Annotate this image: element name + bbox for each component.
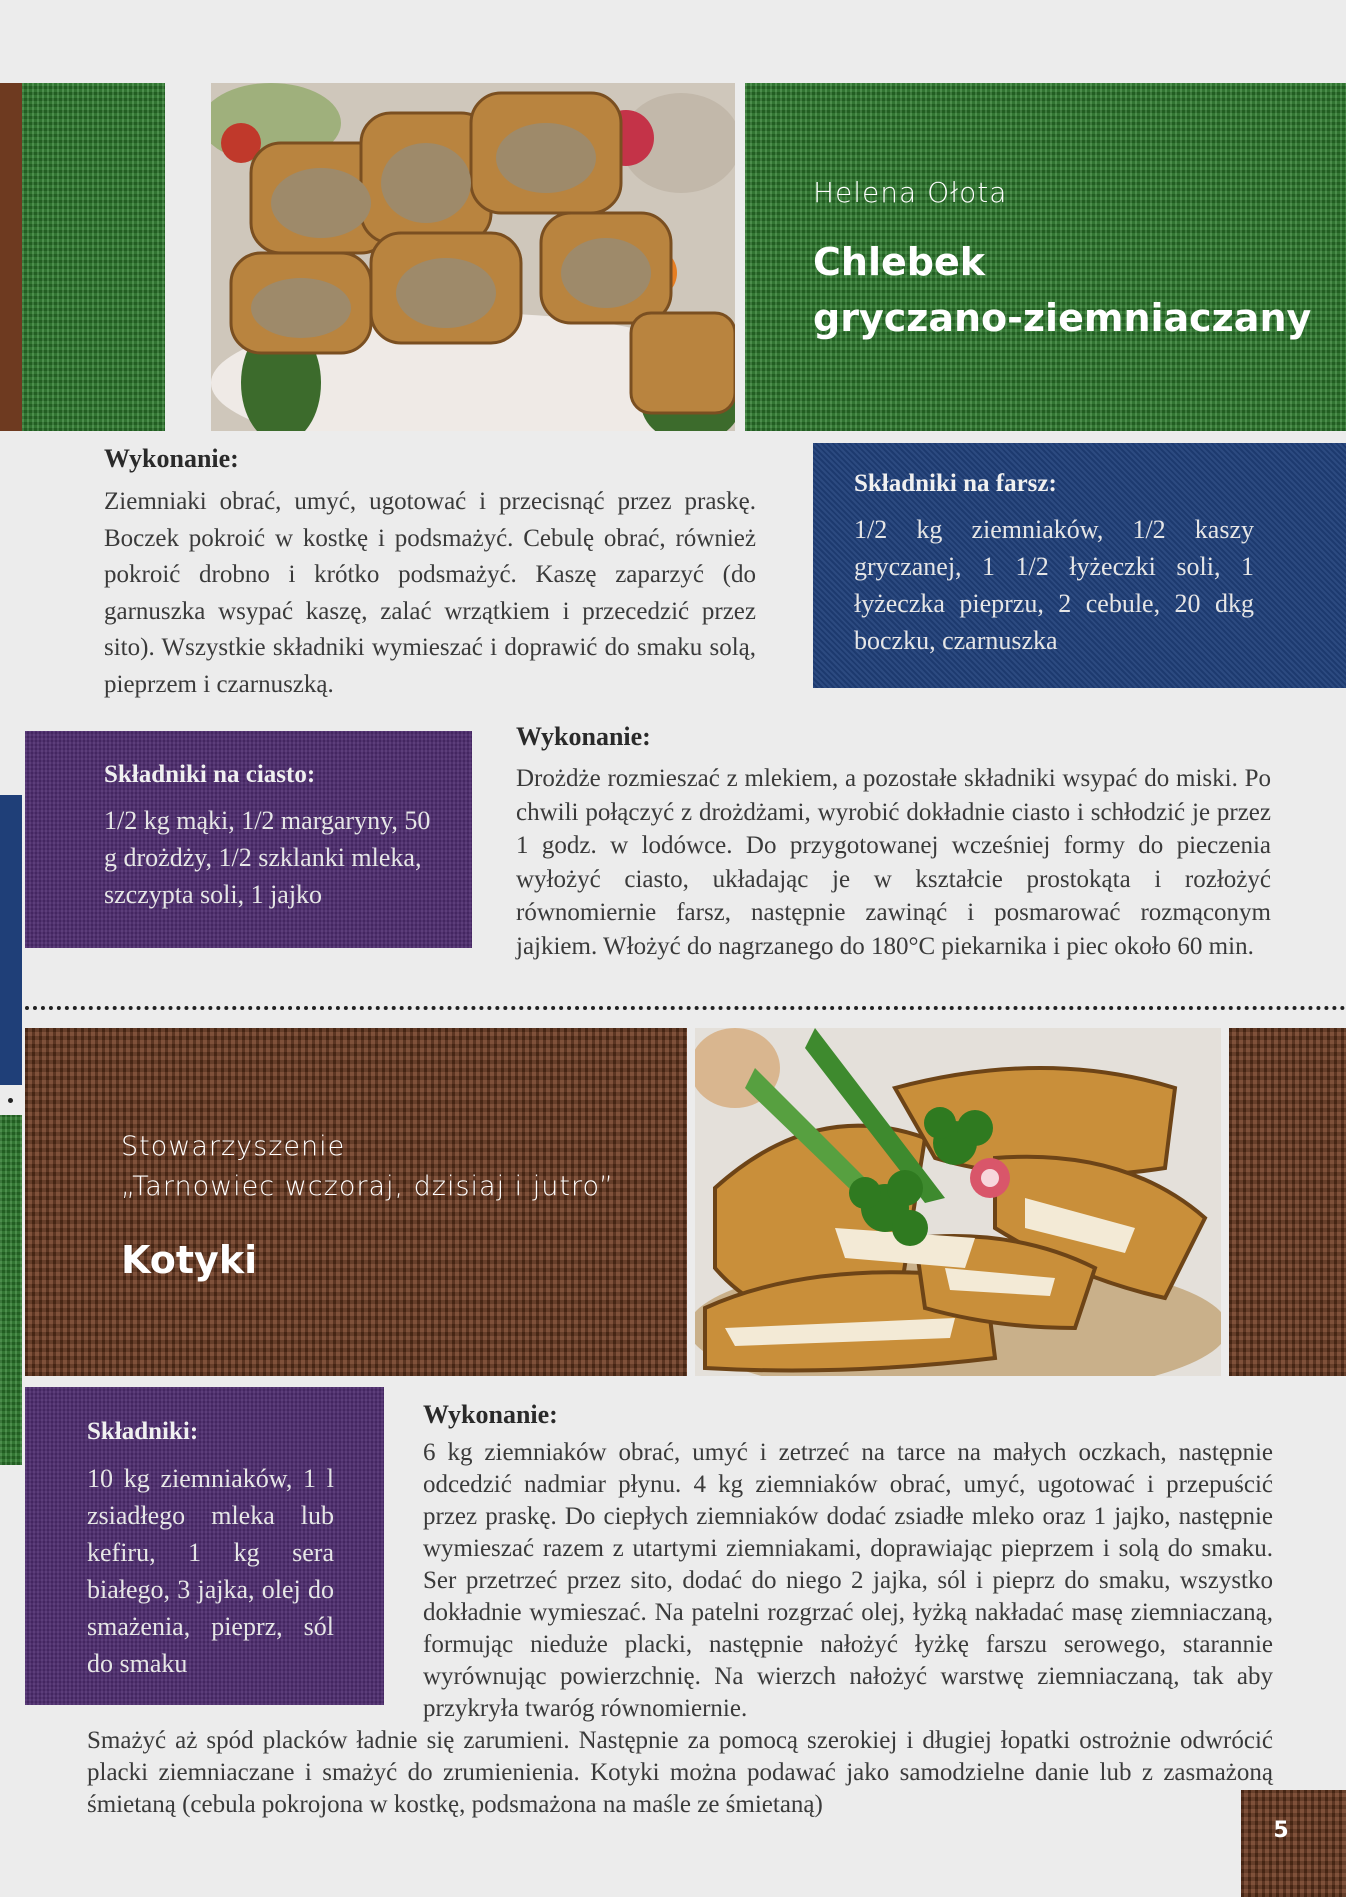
recipe2-prep-text-wrapped: 6 kg ziemniaków obrać, umyć i zetrzeć na tarce na małych oczkach, następnie odcedzić nadmiar płynu. 4 kg ziemniaków obrać, umyć, ugotować i przepuścić przez praskę. Do ciepłych ziemniaków dodać zsiadłe mleko oraz 1 jajko, następnie wymieszać razem z utartymi ziemniakami, doprawiając pieprzem i solą do smaku. Ser przetrzeć przez sito, dodać do niego 2 jajka, sól i pieprz do smaku, wszystko dokładnie wymieszać. Na patelni rozgrzać olej, łyżką nakładać masę ziemniaczaną, formując nieduże placki, następnie nałożyć łyżkę farszu serowego, starannie wyrównując powierzchnię. Na wierzch nałożyć warstwę ziemniaczaną, tak aby przykryła twaróg równomiernie. bbox=[423, 1439, 1273, 1722]
recipe1-title-line2: gryczano-ziemniaczany bbox=[813, 296, 1312, 340]
recipe1-prep1-text: Ziemniaki obrać, umyć, ugotować i przecisnąć przez praskę. Boczek pokroić w kostkę i podsmażyć. Cebulę obrać, również pokroić drobno i krótko podsmażyć. Kaszę zaparzyć (do garnuszka wsypać kaszę, zalać wrzątkiem i przecedzić przez sito). Wszystkie składniki wymieszać i doprawić do smaku solą, pieprzem i czarnuszką. bbox=[104, 488, 756, 698]
section-divider bbox=[25, 1006, 1346, 1010]
photo-bread-loaf bbox=[211, 83, 735, 431]
page-number-tab bbox=[1241, 1790, 1346, 1897]
recipe1-author: Helena Ołota bbox=[813, 176, 1008, 209]
filling-text: 1/2 kg ziemniaków, 1/2 kaszy gryczanej, 1 1/2 łyżeczki soli, 1 łyżeczka pieprzu, 2 cebule, 20 dkg boczku, czarnuszka bbox=[854, 515, 1254, 655]
filling-heading: Składniki na farsz: bbox=[854, 470, 1057, 497]
ingredients-text: 10 kg ziemniaków, 1 l zsiadłego mleka lub kefiru, 1 kg sera białego, 3 jajka, olej do smażenia, pieprz, sól do smaku bbox=[87, 1464, 334, 1678]
photo-kotyki bbox=[695, 1028, 1221, 1376]
left-edge-strip-brown bbox=[0, 83, 22, 431]
left-edge-strip-grass bbox=[0, 1115, 22, 1465]
recipe2-author-line2: „Tarnowiec wczoraj, dzisiaj i jutro” bbox=[121, 1171, 614, 1202]
ingredients-heading: Składniki: bbox=[87, 1418, 199, 1445]
page-number: 5 bbox=[1273, 1818, 1289, 1843]
recipe1-prep2-text: Drożdże rozmieszać z mlekiem, a pozostałe składniki wsypać do miski. Po chwili połączyć z drożdżami, wyrobić dokładnie ciasto i schłodzić je przez 1 godz. w lodówce. Do przygotowanej wcześniej formy do pieczenia wyłożyć ciasto, układając je w kształcie prostokąta i rozłożyć równomiernie farsz, następnie zawinąć i posmarować rozmąconym jajkiem. Włożyć do nagrzanego do 180°C piekarnika i piec około 60 min. bbox=[516, 765, 1271, 960]
recipe2-author-line1: Stowarzyszenie bbox=[121, 1131, 346, 1162]
recipe1-prep2-heading: Wykonanie: bbox=[516, 722, 651, 751]
recipe1-prep1-heading: Wykonanie: bbox=[104, 444, 239, 473]
recipe2-right-strip bbox=[1229, 1028, 1346, 1376]
top-left-grass-panel bbox=[22, 83, 165, 431]
dough-heading: Składniki na ciasto: bbox=[104, 761, 316, 788]
recipe2-title-panel bbox=[25, 1028, 687, 1376]
recipe2-title: Kotyki bbox=[121, 1238, 258, 1282]
left-edge-strip-blue bbox=[0, 795, 22, 1085]
divider-dot bbox=[8, 1098, 13, 1103]
recipe2-prep-heading: Wykonanie: bbox=[423, 1400, 558, 1429]
dough-text: 1/2 kg mąki, 1/2 margaryny, 50 g drożdży, 1/2 szklanki mleka, szczypta soli, 1 jajko bbox=[104, 806, 431, 909]
recipe1-title-line1: Chlebek bbox=[813, 240, 985, 284]
recipe2-prep-text-full: Smażyć aż spód placków ładnie się zarumieni. Następnie za pomocą szerokiej i długiej łopatki ostrożnie odwrócić placki ziemniaczane i smażyć do zrumienienia. Kotyki można podawać jako samodzielne danie lub z zasmażoną śmietaną (cebula pokrojona w kostkę, podsmażona na maśle ze śmietaną) bbox=[87, 1727, 1273, 1818]
